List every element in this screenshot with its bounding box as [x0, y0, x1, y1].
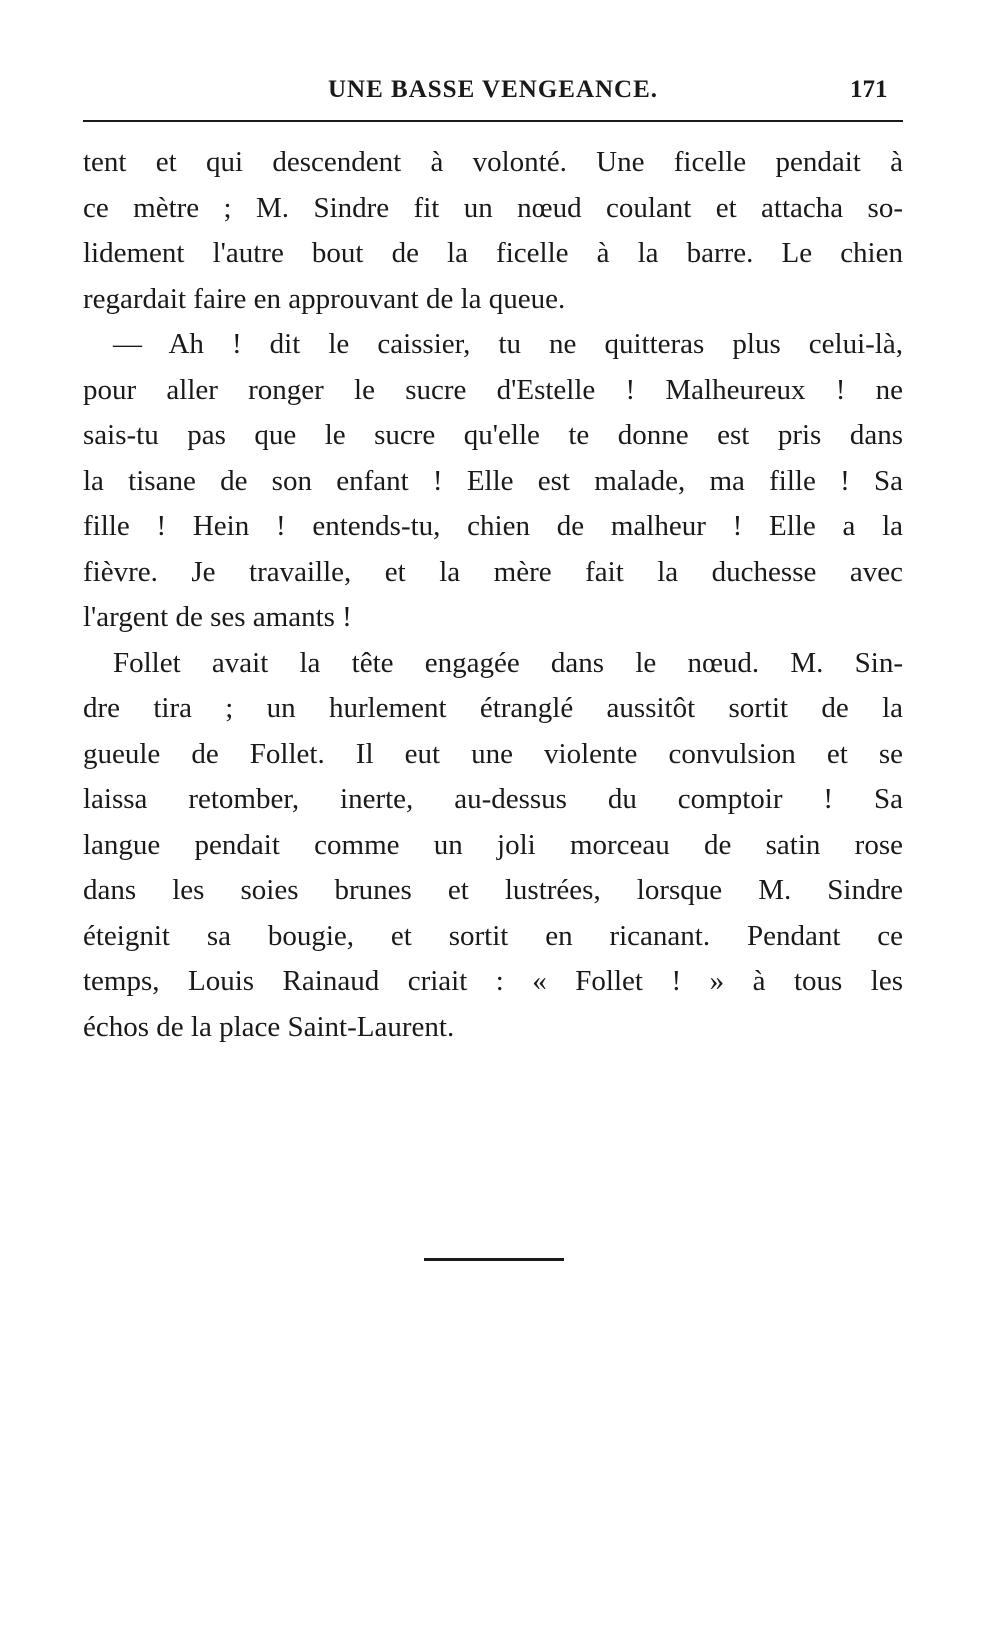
page-number: 171	[850, 76, 888, 103]
text-line: laissa retomber, inerte, au-dessus du comptoir ! Sa	[83, 783, 903, 815]
text-line: sais-tu pas que le sucre qu'elle te donne est pris dans	[83, 419, 903, 451]
text-line: échos de la place Saint-Laurent.	[83, 1010, 455, 1043]
text-line: temps, Louis Rainaud criait : « Follet ! » à tous les	[83, 965, 903, 997]
text-line: — Ah ! dit le caissier, tu ne quitteras plus celui-là,	[113, 328, 903, 360]
text-line: l'argent de ses amants !	[83, 601, 352, 633]
text-line: langue pendait comme un joli morceau de satin rose	[83, 828, 903, 861]
text-line: éteignit sa bougie, et sortit en ricanant. Pendant ce	[83, 919, 903, 952]
text-line: fièvre. Je travaille, et la mère fait la duchesse avec	[83, 555, 903, 588]
text-line: fille ! Hein ! entends-tu, chien de malheur ! Elle a la	[83, 510, 903, 542]
text-line: Follet avait la tête engagée dans le nœud. M. Sin-	[113, 646, 903, 679]
chapter-end-rule	[424, 1258, 564, 1261]
text-line: lidement l'autre bout de la ficelle à la barre. Le chien	[83, 237, 903, 269]
text-line: la tisane de son enfant ! Elle est malade, ma fille ! Sa	[83, 464, 903, 497]
text-line: gueule de Follet. Il eut une violente convulsion et se	[83, 737, 903, 770]
running-title: UNE BASSE VENGEANCE.	[328, 76, 659, 103]
text-line: tent et qui descendent à volonté. Une ficelle pendait à	[83, 146, 903, 178]
body-text	[83, 140, 903, 1050]
text-line: dans les soies brunes et lustrées, lorsque M. Sindre	[83, 874, 903, 906]
header-rule	[83, 120, 903, 122]
text-line: pour aller ronger le sucre d'Estelle ! Malheureux ! ne	[83, 373, 903, 406]
text-line: ce mètre ; M. Sindre fit un nœud coulant et attacha so-	[83, 191, 903, 224]
text-line: dre tira ; un hurlement étranglé aussitôt sortit de la	[83, 692, 903, 724]
text-line: regardait faire en approuvant de la queue.	[83, 282, 566, 315]
